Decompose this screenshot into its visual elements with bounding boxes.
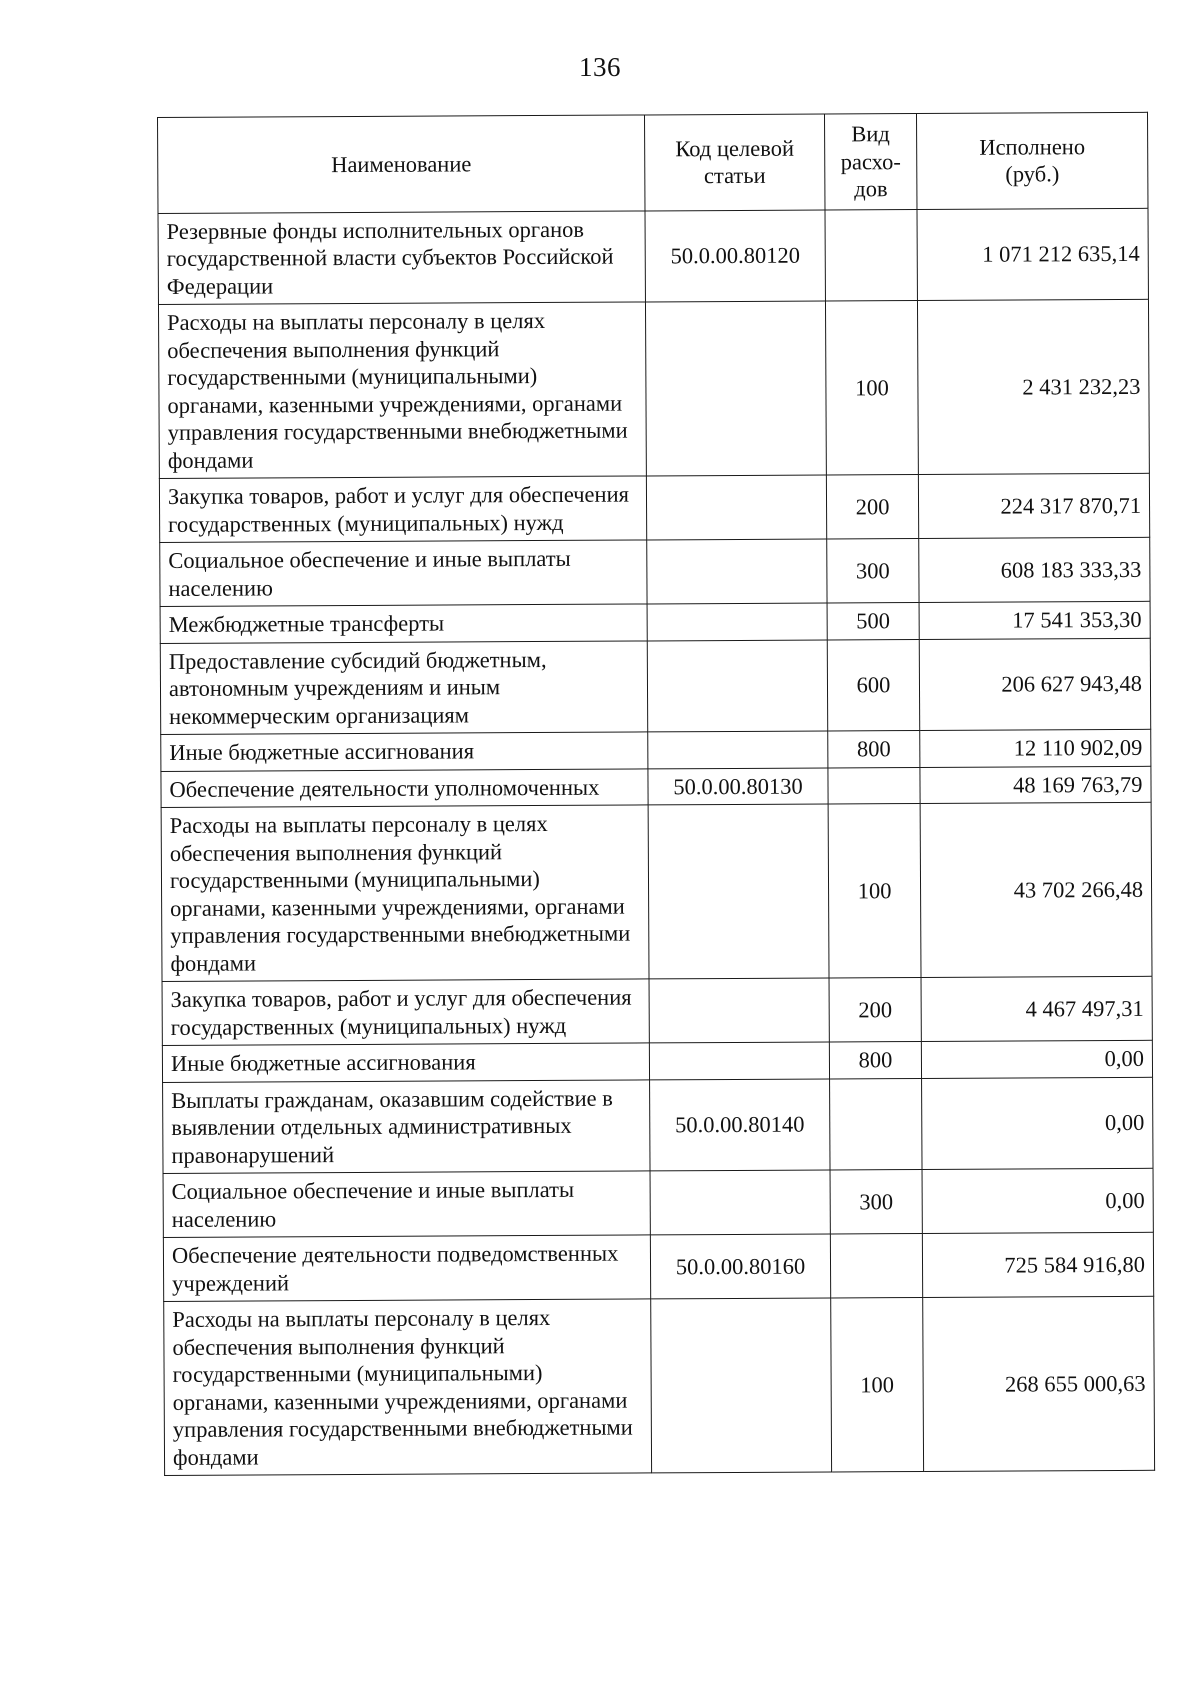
row-code — [649, 1042, 829, 1079]
table-row — [158, 208, 1148, 305]
header-code-line: статьи — [703, 163, 766, 189]
header-name: Наименование — [158, 115, 645, 213]
budget-execution-table — [157, 112, 1155, 1476]
table-row — [163, 1077, 1153, 1174]
row-name: Предоставление субсидий бюджетным, автономным учреждениям и иным некоммерческим организациям — [160, 640, 647, 734]
row-name: Иные бюджетные ассигнования — [161, 732, 648, 771]
table-row — [161, 802, 1152, 981]
row-type: 300 — [830, 1170, 922, 1234]
row-type: 200 — [826, 475, 918, 539]
header-type — [824, 114, 916, 210]
row-code: 50.0.00.80140 — [650, 1078, 830, 1170]
table-row — [163, 1232, 1153, 1301]
row-type: 200 — [829, 978, 921, 1042]
row-amount: 4 467 497,31 — [921, 976, 1152, 1041]
page-number: 136 — [579, 52, 621, 82]
row-code — [647, 639, 827, 731]
row-amount: 1 071 212 635,14 — [917, 208, 1148, 301]
row-amount: 224 317 870,71 — [918, 473, 1149, 538]
row-type: 800 — [828, 731, 920, 768]
row-amount: 0,00 — [922, 1077, 1153, 1170]
table-header-row — [158, 112, 1148, 213]
row-amount: 725 584 916,80 — [922, 1232, 1153, 1297]
header-amount-line: (руб.) — [1005, 161, 1060, 187]
header-amount — [916, 112, 1147, 209]
table-row — [162, 976, 1152, 1045]
table-row — [164, 1296, 1155, 1475]
row-name: Обеспечение деятельности уполномоченных — [161, 768, 648, 807]
row-type — [825, 209, 917, 301]
row-name: Расходы на выплаты персоналу в целях обеспечения выполнения функций государственными (муниципальными) органами, казенными учреждениями, органами управления государственными внебюджетными фондами — [158, 302, 646, 479]
row-type — [830, 1078, 922, 1170]
row-type: 500 — [827, 603, 919, 640]
row-amount: 206 627 943,48 — [919, 638, 1150, 731]
table-row — [161, 729, 1151, 771]
row-name: Закупка товаров, работ и услуг для обеспечения государственных (муниципальных) нужд — [162, 979, 649, 1046]
header-amount-line: Исполнено — [979, 133, 1086, 160]
row-name: Межбюджетные трансферты — [160, 604, 647, 643]
row-type: 800 — [829, 1042, 921, 1079]
header-type-line: расхо- — [840, 148, 901, 174]
row-name: Выплаты гражданам, оказавшим содействие в выявлении отдельных административных правонарушений — [163, 1079, 650, 1173]
row-amount: 2 431 232,23 — [917, 299, 1149, 474]
table-row — [160, 601, 1150, 643]
row-type — [828, 767, 920, 804]
row-name: Социальное обеспечение и иные выплаты населению — [163, 1171, 650, 1238]
row-type: 300 — [827, 539, 919, 603]
row-code — [650, 1170, 830, 1235]
row-amount: 12 110 902,09 — [920, 729, 1151, 767]
row-code — [649, 978, 829, 1043]
header-type-line: дов — [854, 176, 888, 202]
row-name: Резервные фонды исполнительных органов государственной власти субъектов Российской Федерации — [158, 210, 645, 304]
header-code-line: Код целевой — [675, 135, 795, 162]
table-row — [162, 1040, 1152, 1082]
row-code — [648, 804, 829, 979]
table-row — [158, 299, 1149, 478]
header-code — [644, 114, 824, 210]
header-type-line: Вид — [851, 121, 890, 147]
row-amount: 268 655 000,63 — [923, 1296, 1155, 1471]
row-code: 50.0.00.80120 — [645, 210, 825, 302]
row-type: 600 — [827, 639, 919, 731]
row-amount: 17 541 353,30 — [919, 601, 1150, 639]
row-code — [647, 539, 827, 604]
row-type: 100 — [825, 301, 918, 475]
row-name: Социальное обеспечение и иные выплаты населению — [160, 540, 647, 607]
row-code: 50.0.00.80160 — [650, 1234, 830, 1299]
row-type: 100 — [828, 804, 921, 978]
row-amount: 608 183 333,33 — [919, 537, 1150, 602]
table-row — [160, 537, 1150, 606]
row-code — [651, 1298, 832, 1473]
row-name: Иные бюджетные ассигнования — [162, 1043, 649, 1082]
row-code — [647, 603, 827, 640]
row-amount: 0,00 — [921, 1040, 1152, 1078]
row-name: Расходы на выплаты персоналу в целях обеспечения выполнения функций государственными (муниципальными) органами, казенными учреждениями, органами управления государственными внебюджетными фондами — [164, 1299, 652, 1476]
row-code — [648, 731, 828, 768]
row-name: Обеспечение деятельности подведомственных учреждений — [163, 1235, 650, 1302]
row-code — [645, 301, 826, 476]
row-amount: 43 702 266,48 — [920, 802, 1152, 977]
row-code — [646, 475, 826, 540]
row-name: Расходы на выплаты персоналу в целях обеспечения выполнения функций государственными (муниципальными) органами, казенными учреждениями, органами управления государственными внебюджетными фондами — [161, 805, 649, 982]
table-row — [161, 766, 1151, 808]
row-amount: 0,00 — [922, 1168, 1153, 1233]
row-amount: 48 169 763,79 — [920, 766, 1151, 804]
row-code: 50.0.00.80130 — [648, 767, 828, 804]
table-row — [159, 473, 1149, 542]
row-type — [830, 1234, 922, 1298]
table-row — [160, 638, 1150, 735]
row-type: 100 — [831, 1298, 924, 1472]
row-name: Закупка товаров, работ и услуг для обеспечения государственных (муниципальных) нужд — [159, 476, 646, 543]
table-row — [163, 1168, 1153, 1237]
